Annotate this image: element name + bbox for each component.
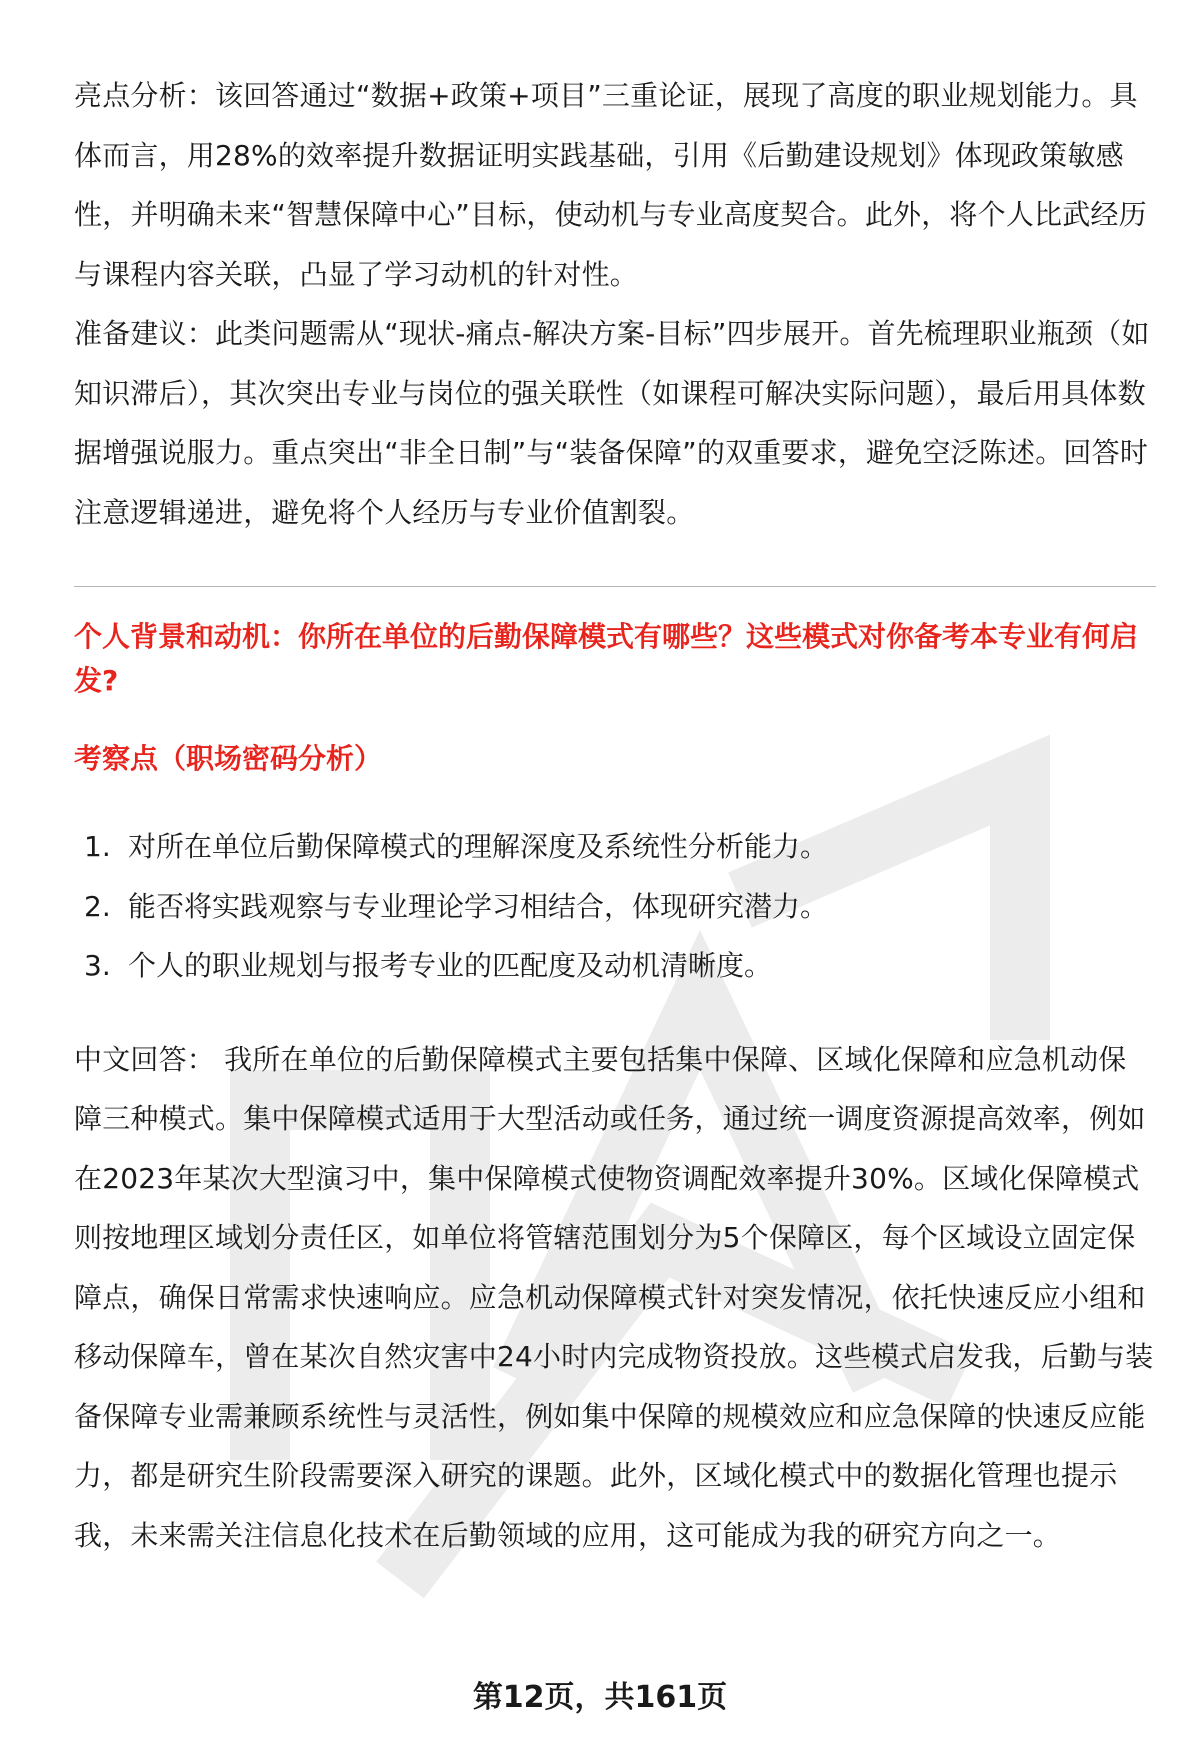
list-item-text: 对所在单位后勤保障模式的理解深度及系统性分析能力。 [128,830,829,863]
list-item-text: 个人的职业规划与报考专业的匹配度及动机清晰度。 [128,949,773,982]
list-item-number: 1. [84,830,111,863]
exam-points-list [74,817,1154,996]
section-divider [74,586,1156,587]
page-number-footer: 第12页，共161页 [472,1680,728,1715]
list-item-number: 2. [84,889,111,923]
preparation-advice-paragraph: 准备建议：此类问题需从“现状-痛点-解决方案-目标”四步展开。首先梳理职业瓶颈（如知识滞后），其次突出专业与岗位的强关联性（如课程可解决实际问题），最后用具体数据增强说服力。重点突出“非全日制”与“装备保障”的双重要求，避免空泛陈述。回答时注意逻辑递进，避免将个人经历与专业价值割裂。 [74,317,1150,529]
chinese-answer-paragraph: 中文回答： 我所在单位的后勤保障模式主要包括集中保障、区域化保障和应急机动保障三种模式。集中保障模式适用于大型活动或任务，通过统一调度资源提高效率，例如在2023年某次大型演习中，集中保障模式使物资调配效率提升30%。区域化保障模式则按地理区域划分责任区，如单位将管辖范围划分为5个保障区，每个区域设立固定保障点，确保日常需求快速响应。应急机动保障模式针对突发情况，依托快速反应小组和移动保障车，曾在某次自然灾害中24小时内完成物资投放。这些模式启发我，后勤与装备保障专业需兼顾系统性与灵活性，例如集中保障的规模效应和应急保障的快速反应能力，都是研究生阶段需要深入研究的课题。此外，区域化模式中的数据化管理也提示我，未来需关注信息化技术在后勤领域的应用，这可能成为我的研究方向之一。 [74,1042,1154,1552]
highlight-analysis-paragraph: 亮点分析：该回答通过“数据+政策+项目”三重论证，展现了高度的职业规划能力。具体而言，用28%的效率提升数据证明实践基础，引用《后勤建设规划》体现政策敏感性，并明确未来“智慧保障中心”目标，使动机与专业高度契合。此外，将个人比武经历与课程内容关联，凸显了学习动机的针对性。 [74,79,1147,291]
list-item [74,936,1154,996]
list-item-text: 能否将实践观察与专业理论学习相结合，体现研究潜力。 [128,889,829,923]
list-item-number: 3. [84,949,111,982]
content-column [74,66,1154,1565]
list-item [74,817,1154,877]
list-item [74,877,1154,937]
question-heading: 个人背景和动机：你所在单位的后勤保障模式有哪些？这些模式对你备考本专业有何启发? [74,620,1139,697]
exam-points-heading: 考察点（职场密码分析） [74,742,383,775]
